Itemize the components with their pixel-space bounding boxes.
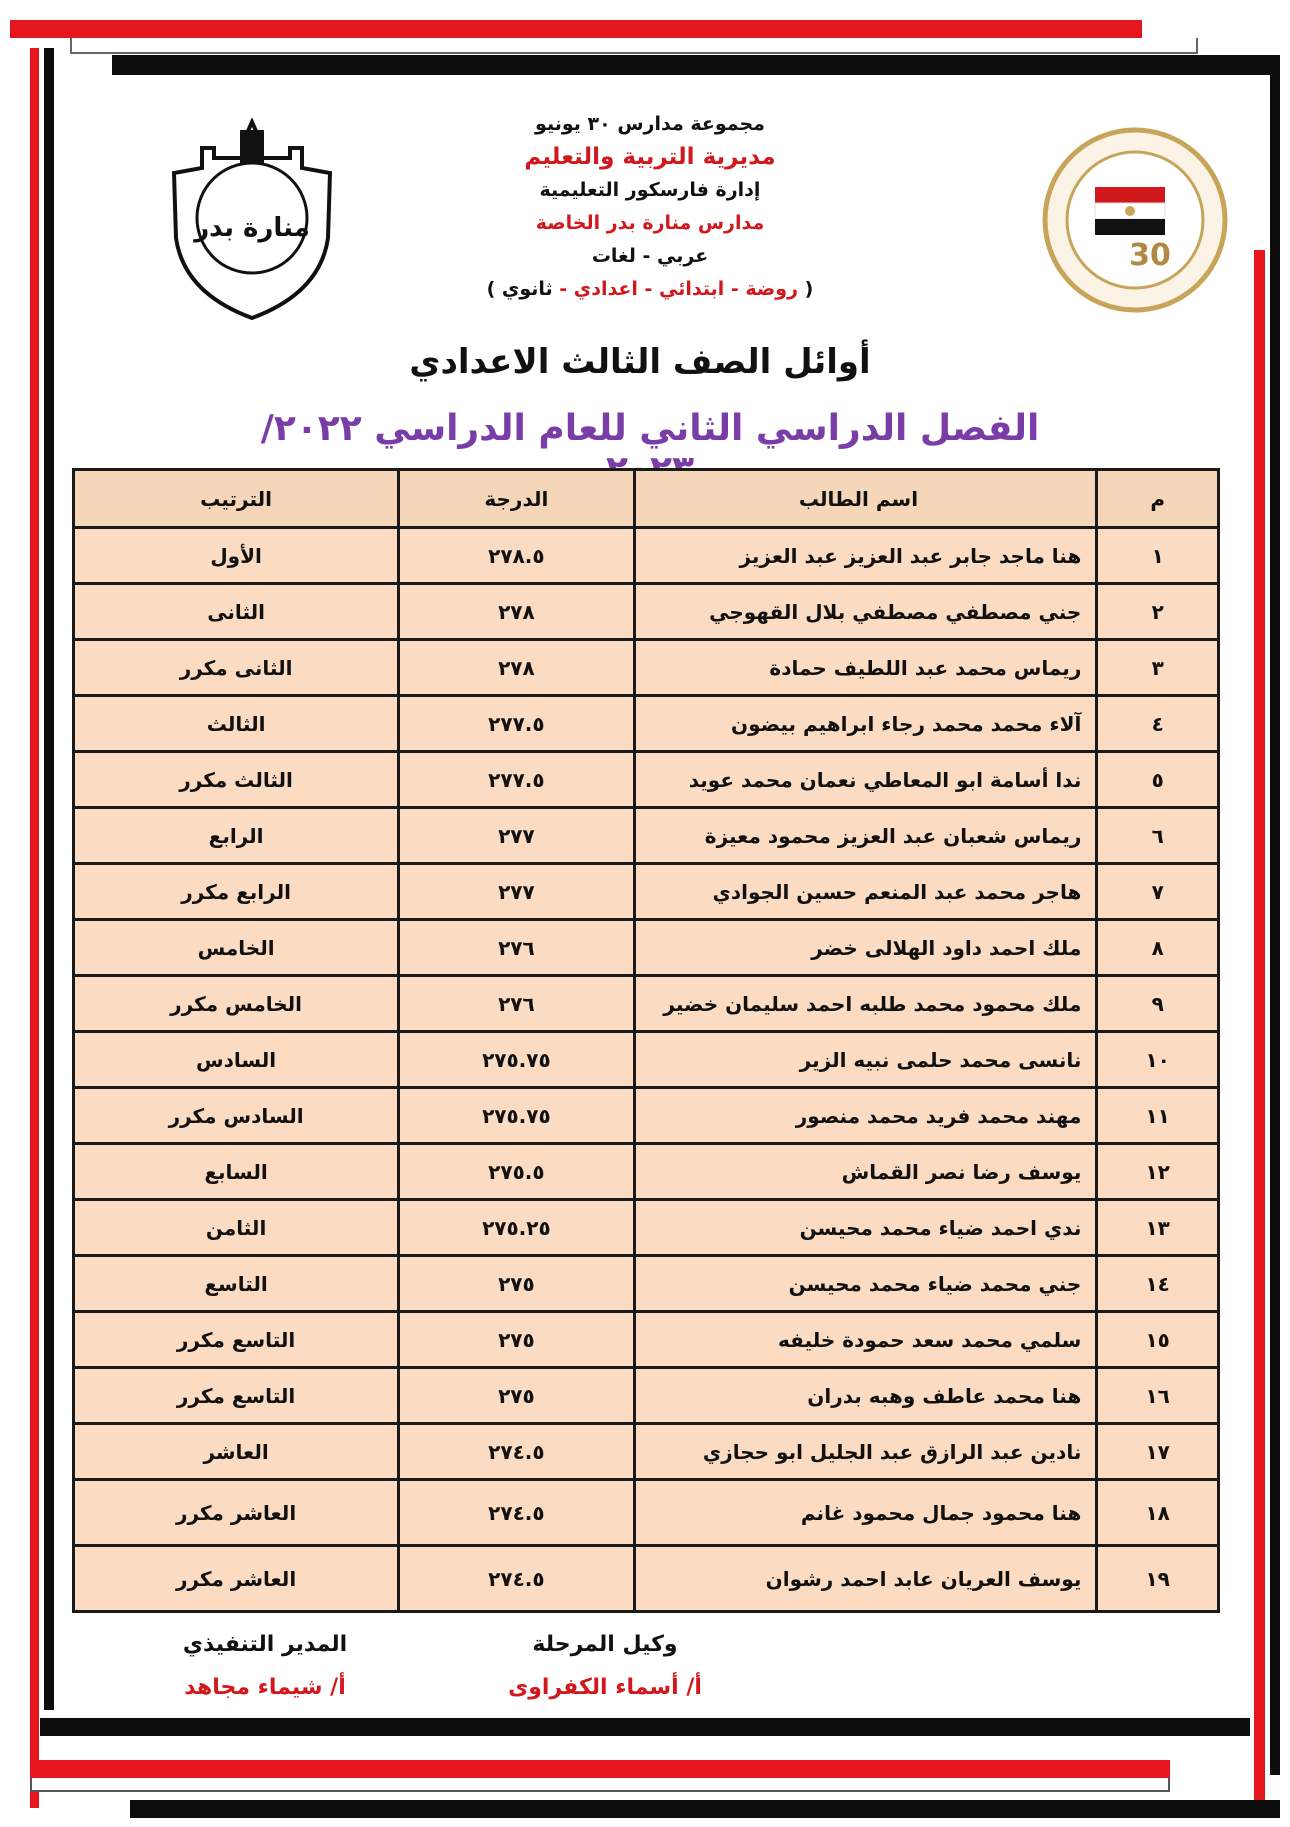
student-grade: ٢٧٥ — [399, 1312, 634, 1368]
student-name: مهند محمد فريد محمد منصور — [634, 1088, 1097, 1144]
student-rank: السادس مكرر — [74, 1088, 399, 1144]
school-name: مدارس منارة بدر الخاصة — [535, 212, 765, 234]
student-name: ريماس شعبان عبد العزيز محمود معيزة — [634, 808, 1097, 864]
row-number: ١٩ — [1097, 1546, 1219, 1612]
page-title: أوائل الصف الثالث الاعدادي — [409, 342, 871, 382]
student-rank: الرابع — [74, 808, 399, 864]
student-grade: ٢٧٤.٥ — [399, 1480, 634, 1546]
student-grade: ٢٧٥.٥ — [399, 1144, 634, 1200]
frame-right-red-bar — [1254, 250, 1265, 1810]
student-grade: ٢٧٨ — [399, 584, 634, 640]
student-name: جني محمد ضياء محمد محيسن — [634, 1256, 1097, 1312]
anniversary-seal-logo — [1040, 125, 1230, 315]
header-num: م — [1097, 470, 1219, 528]
student-name: جني مصطفي مصطفي بلال القهوجي — [634, 584, 1097, 640]
student-name: هنا محمود جمال محمود غانم — [634, 1480, 1097, 1546]
table-row — [74, 808, 1219, 864]
frame-top-red-bar — [10, 20, 1142, 38]
group-name: مجموعة مدارس ٣٠ يونيو — [535, 113, 765, 135]
frame-bottom-black-bar-2 — [130, 1800, 1280, 1818]
table-row — [74, 1546, 1219, 1612]
header-rank: الترتيب — [74, 470, 399, 528]
stage-deputy-signature — [490, 1632, 720, 1700]
levels-black-part: ثانوي ) — [486, 278, 553, 300]
row-number: ١٤ — [1097, 1256, 1219, 1312]
student-name: يوسف العريان عابد احمد رشوان — [634, 1546, 1097, 1612]
levels-red-part: روضة - ابتدائي - اعدادي - — [559, 278, 799, 300]
student-name: نانسى محمد حلمى نبيه الزير — [634, 1032, 1097, 1088]
student-rank: الثانى — [74, 584, 399, 640]
row-number: ٨ — [1097, 920, 1219, 976]
frame-bottom-black-bar — [40, 1718, 1250, 1736]
student-rank: السابع — [74, 1144, 399, 1200]
row-number: ٥ — [1097, 752, 1219, 808]
table-row — [74, 1480, 1219, 1546]
student-rank: العاشر — [74, 1424, 399, 1480]
frame-top-outline-bar — [70, 38, 1198, 54]
frame-right-black-bar — [1270, 55, 1280, 1775]
student-name: ملك احمد داود الهلالى خضر — [634, 920, 1097, 976]
executive-director-name: أ/ شيماء مجاهد — [184, 1675, 346, 1700]
table-row — [74, 528, 1219, 584]
directorate-name: مديرية التربية والتعليم — [524, 144, 776, 170]
student-name: ريماس محمد عبد اللطيف حمادة — [634, 640, 1097, 696]
student-rank: الأول — [74, 528, 399, 584]
student-rank: الرابع مكرر — [74, 864, 399, 920]
page-subtitle: الفصل الدراسي الثاني للعام الدراسي ٢٠٢٢/ — [260, 408, 1040, 449]
student-name: يوسف رضا نصر القماش — [634, 1144, 1097, 1200]
table-row — [74, 640, 1219, 696]
row-number: ١٧ — [1097, 1424, 1219, 1480]
table-row — [74, 696, 1219, 752]
table-row — [74, 1312, 1219, 1368]
student-grade: ٢٧٤.٥ — [399, 1546, 634, 1612]
table-row — [74, 1144, 1219, 1200]
row-number: ١٨ — [1097, 1480, 1219, 1546]
student-name: ملك محمود محمد طلبه احمد سليمان خضير — [634, 976, 1097, 1032]
student-name: هنا ماجد جابر عبد العزيز عبد العزيز — [634, 528, 1097, 584]
student-name: آلاء محمد محمد رجاء ابراهيم بيضون — [634, 696, 1097, 752]
table-row — [74, 1424, 1219, 1480]
student-grade: ٢٧٥.٧٥ — [399, 1032, 634, 1088]
student-rank: التاسع مكرر — [74, 1368, 399, 1424]
row-number: ١٠ — [1097, 1032, 1219, 1088]
row-number: ١٣ — [1097, 1200, 1219, 1256]
crest-lettering: منارة بدر — [194, 213, 310, 243]
student-rank: الثالث — [74, 696, 399, 752]
table-row — [74, 976, 1219, 1032]
stage-deputy-name: أ/ أسماء الكفراوى — [508, 1675, 702, 1700]
student-name: هاجر محمد عبد المنعم حسين الجوادي — [634, 864, 1097, 920]
table-row — [74, 864, 1219, 920]
student-grade: ٢٧٥.٧٥ — [399, 1088, 634, 1144]
student-rank: الثانى مكرر — [74, 640, 399, 696]
row-number: ٦ — [1097, 808, 1219, 864]
frame-top-black-bar — [112, 55, 1280, 75]
honor-roll-table — [72, 468, 1220, 1613]
student-grade: ٢٧٥ — [399, 1256, 634, 1312]
header-name: اسم الطالب — [634, 470, 1097, 528]
student-grade: ٢٧٥.٢٥ — [399, 1200, 634, 1256]
student-grade: ٢٧٥ — [399, 1368, 634, 1424]
student-rank: الثامن — [74, 1200, 399, 1256]
student-rank: الخامس — [74, 920, 399, 976]
student-grade: ٢٧٨ — [399, 640, 634, 696]
student-name: نادين عبد الرازق عبد الجليل ابو حجازي — [634, 1424, 1097, 1480]
school-crest-logo — [170, 118, 335, 323]
stage-deputy-role: وكيل المرحلة — [532, 1632, 678, 1657]
table-row — [74, 920, 1219, 976]
table-row — [74, 1200, 1219, 1256]
executive-director-role: المدير التنفيذي — [182, 1632, 348, 1657]
table-header-row — [74, 470, 1219, 528]
row-number: ٣ — [1097, 640, 1219, 696]
student-grade: ٢٧٨.٥ — [399, 528, 634, 584]
table-row — [74, 752, 1219, 808]
row-number: ١ — [1097, 528, 1219, 584]
student-grade: ٢٧٦ — [399, 976, 634, 1032]
student-rank: الخامس مكرر — [74, 976, 399, 1032]
student-rank: السادس — [74, 1032, 399, 1088]
student-grade: ٢٧٦ — [399, 920, 634, 976]
student-grade: ٢٧٧.٥ — [399, 752, 634, 808]
levels-open-paren: ( — [804, 278, 814, 300]
frame-left-black-bar — [44, 48, 54, 1710]
levels-line — [430, 273, 870, 306]
row-number: ١٥ — [1097, 1312, 1219, 1368]
student-grade: ٢٧٧ — [399, 864, 634, 920]
row-number: ٧ — [1097, 864, 1219, 920]
table-row — [74, 1088, 1219, 1144]
student-rank: التاسع — [74, 1256, 399, 1312]
table-row — [74, 1032, 1219, 1088]
table-row — [74, 1368, 1219, 1424]
student-grade: ٢٧٧ — [399, 808, 634, 864]
table-row — [74, 1256, 1219, 1312]
student-grade: ٢٧٧.٥ — [399, 696, 634, 752]
student-name: ندي احمد ضياء محمد محيسن — [634, 1200, 1097, 1256]
administration-name: إدارة فارسكور التعليمية — [539, 179, 761, 201]
header-block — [430, 108, 870, 306]
row-number: ٢ — [1097, 584, 1219, 640]
executive-director-signature — [170, 1632, 360, 1700]
row-number: ١٦ — [1097, 1368, 1219, 1424]
row-number: ١١ — [1097, 1088, 1219, 1144]
student-rank: الثالث مكرر — [74, 752, 399, 808]
seal-number: 30 — [1129, 238, 1171, 273]
row-number: ٤ — [1097, 696, 1219, 752]
languages-line: عربي - لغات — [591, 245, 709, 267]
frame-left-red-bar — [30, 48, 39, 1808]
student-name: سلمي محمد سعد حمودة خليفه — [634, 1312, 1097, 1368]
student-grade: ٢٧٤.٥ — [399, 1424, 634, 1480]
student-rank: التاسع مكرر — [74, 1312, 399, 1368]
table-row — [74, 584, 1219, 640]
student-name: هنا محمد عاطف وهبه بدران — [634, 1368, 1097, 1424]
row-number: ١٢ — [1097, 1144, 1219, 1200]
student-name: ندا أسامة ابو المعاطي نعمان محمد عويد — [634, 752, 1097, 808]
frame-bottom-outline-bar — [30, 1778, 1170, 1792]
student-rank: العاشر مكرر — [74, 1546, 399, 1612]
student-rank: العاشر مكرر — [74, 1480, 399, 1546]
header-grade: الدرجة — [399, 470, 634, 528]
row-number: ٩ — [1097, 976, 1219, 1032]
frame-bottom-red-bar — [30, 1760, 1170, 1778]
